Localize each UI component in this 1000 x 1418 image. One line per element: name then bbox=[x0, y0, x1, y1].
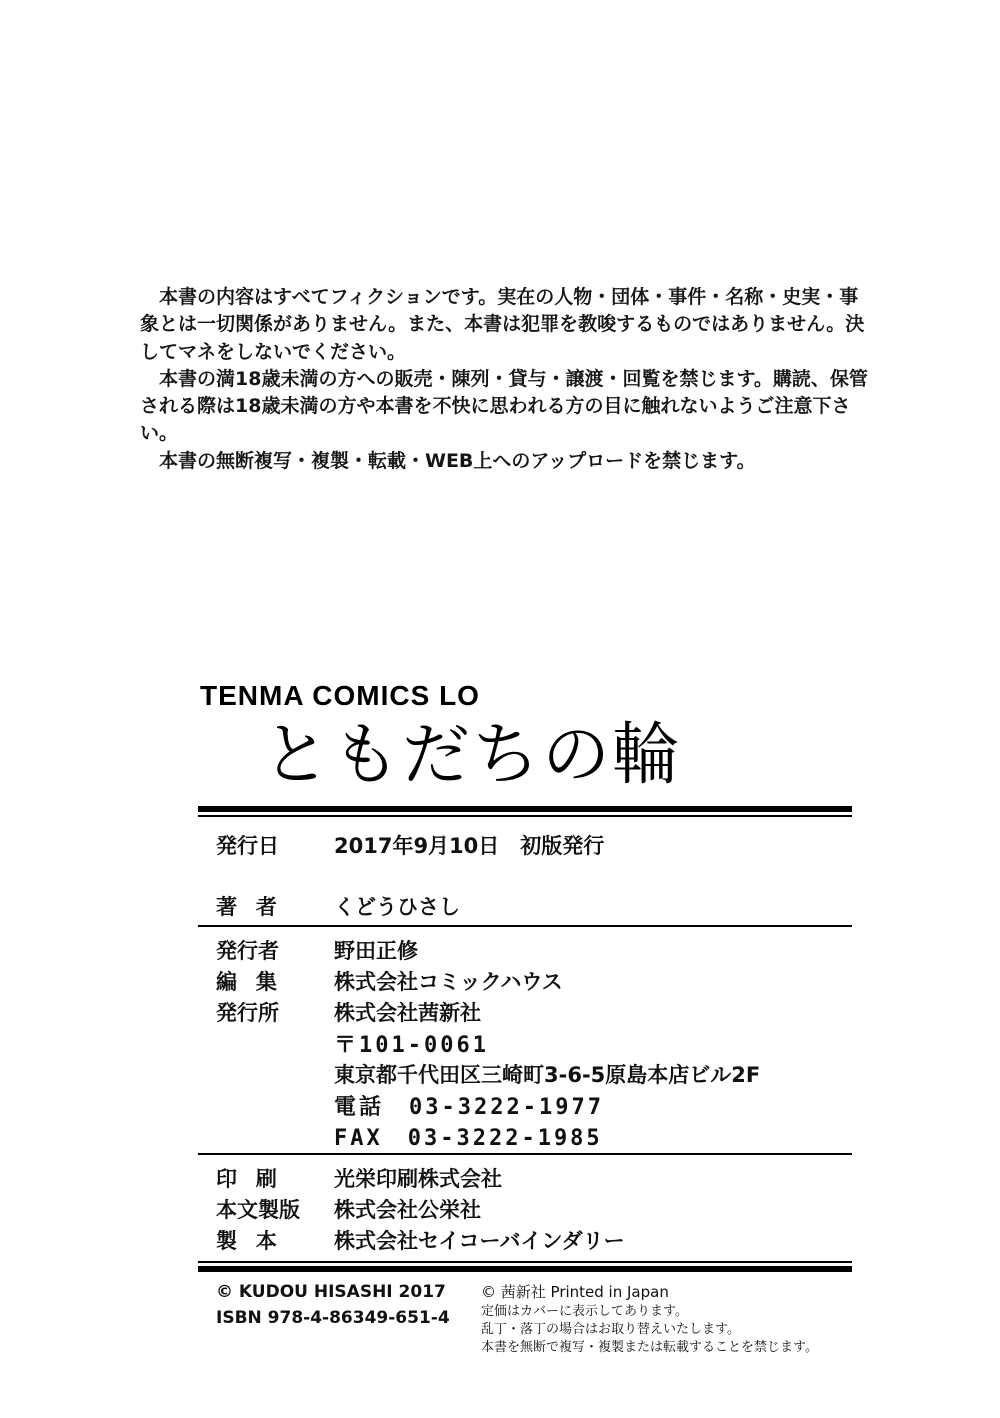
copyright: © KUDOU HISASHI 2017 bbox=[216, 1282, 446, 1302]
age-restriction-notice: 本書の満18歳未満の方への販売・陳列・貸与・譲渡・回覧を禁じます。購読、保管される際は18歳未満の方や本書を不快に思われる方の目に触れないようご注意下さい。 bbox=[140, 367, 868, 445]
typesetting-value: 株式会社公栄社 bbox=[334, 1198, 481, 1222]
copy-note: 本書を無断で複写・複製または転載することを禁じます。 bbox=[481, 1340, 818, 1355]
issue-label: 発行日 bbox=[216, 834, 279, 858]
book-title: ともだちの輪 bbox=[262, 716, 683, 795]
copy-prohibition-notice: 本書の無断複写・複製・転載・WEB上へのアップロードを禁じます。 bbox=[159, 449, 756, 472]
isbn: ISBN 978-4-86349-651-4 bbox=[216, 1308, 450, 1328]
title-rule-thick bbox=[198, 806, 852, 812]
footer-rule-thin bbox=[198, 1261, 852, 1263]
title-rule-thin bbox=[198, 815, 852, 817]
author-value: くどうひさし bbox=[334, 895, 460, 919]
price-note: 定価はカバーに表示してあります。 bbox=[481, 1304, 688, 1319]
editor-label: 編集 bbox=[216, 970, 296, 994]
footer-right bbox=[481, 1281, 818, 1357]
footer-rule-thick bbox=[198, 1266, 852, 1272]
typesetting-label: 本文製版 bbox=[216, 1198, 300, 1222]
fiction-disclaimer: 本書の内容はすべてフィクションです。実在の人物・団体・事件・名称・史実・事象とは一切関係がありません。また、本書は犯罪を教唆するものではありません。決してマネをしないでください。 bbox=[140, 286, 865, 363]
publisher-credit: © 茜新社 Printed in Japan bbox=[481, 1283, 669, 1301]
phone-number: 電話 03-3222-1977 bbox=[334, 1095, 604, 1120]
publisher-person-value: 野田正修 bbox=[334, 939, 418, 963]
author-label: 著者 bbox=[216, 895, 296, 919]
content-notice bbox=[140, 284, 870, 475]
series-name: TENMA COMICS LO bbox=[200, 680, 480, 711]
address: 東京都千代田区三崎町3-6-5原島本店ビル2F bbox=[334, 1063, 761, 1087]
editor-value: 株式会社コミックハウス bbox=[334, 970, 563, 994]
divider-1 bbox=[198, 925, 852, 927]
publisher-value: 株式会社茜新社 bbox=[334, 1001, 481, 1025]
publisher-label: 発行所 bbox=[216, 1001, 279, 1025]
issue-value: 2017年9月10日 初版発行 bbox=[334, 834, 605, 858]
postal-code: 〒101-0061 bbox=[334, 1033, 489, 1058]
footer-left bbox=[216, 1279, 450, 1331]
printing-value: 光栄印刷株式会社 bbox=[334, 1167, 502, 1191]
fax-number: FAX 03-3222-1985 bbox=[334, 1126, 603, 1151]
binding-value: 株式会社セイコーバインダリー bbox=[334, 1229, 625, 1253]
publisher-person-label: 発行者 bbox=[216, 939, 279, 963]
defect-note: 乱丁・落丁の場合はお取り替えいたします。 bbox=[481, 1322, 740, 1337]
printing-label: 印刷 bbox=[216, 1167, 296, 1191]
divider-2 bbox=[198, 1153, 852, 1155]
binding-label: 製本 bbox=[216, 1229, 296, 1253]
